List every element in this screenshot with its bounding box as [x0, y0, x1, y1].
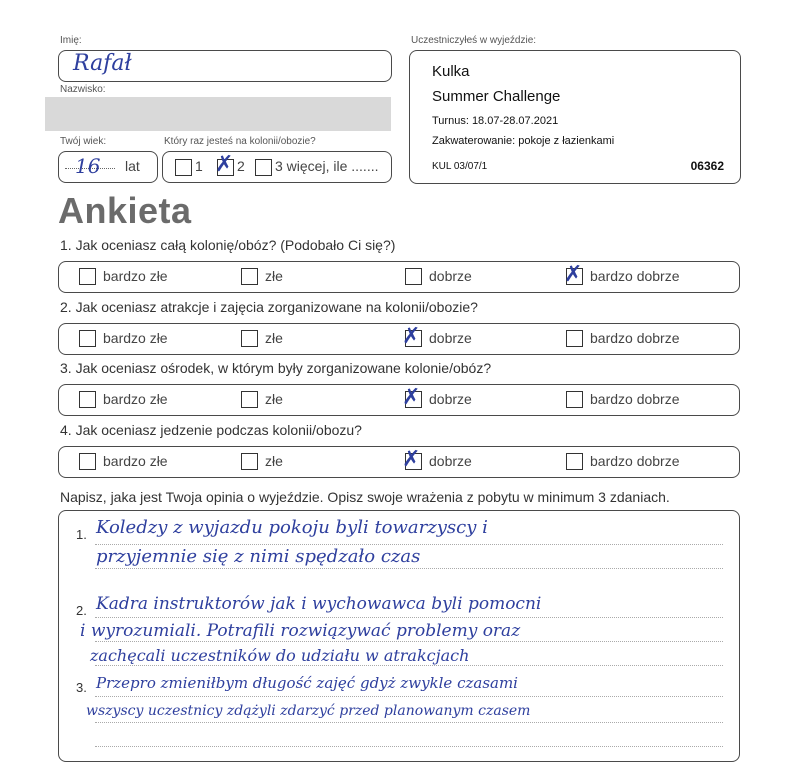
q3-label-bardzo-zle: bardzo złe — [103, 391, 168, 407]
question-4-options — [58, 446, 740, 478]
q1-label-bardzo-dobrze: bardzo dobrze — [590, 268, 680, 284]
visits-option-3: 3 więcej, ile ....... — [275, 158, 379, 174]
q3-checkbox-bardzo-dobrze[interactable] — [566, 391, 583, 408]
q1-label-zle: złe — [265, 268, 283, 284]
q4-label-dobrze: dobrze — [429, 453, 472, 469]
name-value: Rafał — [73, 51, 132, 76]
visits-field — [162, 151, 392, 183]
q4-checkbox-bardzo-dobrze[interactable] — [566, 453, 583, 470]
name-label: Imię: — [60, 35, 82, 46]
answer-1-line-2: przyjemnie się z nimi spędzało czas — [96, 546, 421, 567]
q2-label-dobrze: dobrze — [429, 330, 472, 346]
question-3: 3. Jak oceniasz ośrodek, w którym były zorganizowane kolonie/obóz? — [60, 360, 492, 376]
q2-checkbox-bardzo-dobrze[interactable] — [566, 330, 583, 347]
participant-accommodation: Zakwaterowanie: pokoje z łazienkami — [432, 135, 615, 147]
age-value: 16 — [75, 154, 101, 178]
visits-checkbox-3[interactable] — [255, 159, 272, 176]
ruled-line — [95, 544, 723, 545]
visits-option-2: 2 — [237, 158, 245, 174]
visits-checkbox-1[interactable] — [175, 159, 192, 176]
q1-label-bardzo-zle: bardzo złe — [103, 268, 168, 284]
q2-label-bardzo-dobrze: bardzo dobrze — [590, 330, 680, 346]
answer-3-line-2: wszyscy uczestnicy zdążyli zdarzyć przed planowanym czasem — [86, 703, 531, 719]
ruled-line — [95, 696, 723, 697]
participant-line2: Summer Challenge — [432, 88, 561, 105]
q3-checkbox-bardzo-zle[interactable] — [79, 391, 96, 408]
q2-check-mark: ✗ — [402, 324, 421, 349]
q1-label-dobrze: dobrze — [429, 268, 472, 284]
age-field[interactable] — [58, 151, 158, 183]
participant-turnus: Turnus: 18.07-28.07.2021 — [432, 115, 559, 127]
answer-2-line-1: Kadra instruktorów jak i wychowawca byli pomocni — [96, 594, 542, 614]
ruled-line — [95, 722, 723, 723]
visits-label: Który raz jesteś na kolonii/obozie? — [164, 136, 316, 147]
surname-redaction — [45, 97, 391, 131]
q2-checkbox-bardzo-zle[interactable] — [79, 330, 96, 347]
visits-check-mark: ✗ — [215, 152, 234, 177]
participant-line1: Kulka — [432, 63, 470, 80]
q4-checkbox-zle[interactable] — [241, 453, 258, 470]
participant-card — [409, 50, 741, 184]
name-field[interactable] — [58, 50, 392, 82]
ruled-line — [95, 746, 723, 747]
answer-1-number: 1. — [76, 527, 87, 542]
question-3-options — [58, 384, 740, 416]
q1-checkbox-bardzo-zle[interactable] — [79, 268, 96, 285]
survey-title: Ankieta — [58, 190, 192, 231]
q1-check-mark: ✗ — [564, 262, 583, 287]
question-4: 4. Jak oceniasz jedzenie podczas kolonii/obozu? — [60, 422, 362, 438]
question-1-options — [58, 261, 740, 293]
question-2-options — [58, 323, 740, 355]
ruled-line — [95, 568, 723, 569]
q3-checkbox-zle[interactable] — [241, 391, 258, 408]
q1-checkbox-zle[interactable] — [241, 268, 258, 285]
ruled-line — [95, 617, 723, 618]
q1-checkbox-dobrze[interactable] — [405, 268, 422, 285]
question-1: 1. Jak oceniasz całą kolonię/obóz? (Podobało Ci się?) — [60, 237, 396, 253]
surname-label: Nazwisko: — [60, 84, 106, 95]
answer-2-number: 2. — [76, 603, 87, 618]
q4-label-zle: złe — [265, 453, 283, 469]
ruled-line — [95, 665, 723, 666]
age-label: Twój wiek: — [60, 136, 107, 147]
question-2: 2. Jak oceniasz atrakcje i zajęcia zorganizowane na kolonii/obozie? — [60, 299, 478, 315]
q3-label-bardzo-dobrze: bardzo dobrze — [590, 391, 680, 407]
participant-number: 06362 — [690, 159, 724, 173]
answer-2-line-3: zachęcali uczestników do udziału w atrakcjach — [90, 646, 470, 665]
q2-checkbox-zle[interactable] — [241, 330, 258, 347]
q4-label-bardzo-dobrze: bardzo dobrze — [590, 453, 680, 469]
q4-checkbox-bardzo-zle[interactable] — [79, 453, 96, 470]
age-unit: lat — [125, 158, 140, 174]
visits-option-1: 1 — [195, 158, 203, 174]
answer-3-number: 3. — [76, 680, 87, 695]
participant-code: KUL 03/07/1 — [432, 161, 488, 172]
answer-2-line-2: i wyrozumiali. Potrafili rozwiązywać problemy oraz — [80, 621, 521, 641]
q3-label-dobrze: dobrze — [429, 391, 472, 407]
opinion-prompt: Napisz, jaka jest Twoja opinia o wyjeździe. Opisz swoje wrażenia z pobytu w minimum 3 zdaniach. — [60, 489, 670, 505]
q3-check-mark: ✗ — [402, 385, 421, 410]
q2-label-zle: złe — [265, 330, 283, 346]
q4-check-mark: ✗ — [402, 447, 421, 472]
answer-1-line-1: Koledzy z wyjazdu pokoju byli towarzyscy i — [96, 517, 488, 538]
q3-label-zle: złe — [265, 391, 283, 407]
q4-label-bardzo-zle: bardzo złe — [103, 453, 168, 469]
answer-3-line-1: Przepro zmieniłbym długość zajęć gdyż zwykle czasami — [96, 674, 518, 692]
participant-label: Uczestniczyłeś w wyjeździe: — [411, 35, 537, 46]
q2-label-bardzo-zle: bardzo złe — [103, 330, 168, 346]
ruled-line — [95, 641, 723, 642]
